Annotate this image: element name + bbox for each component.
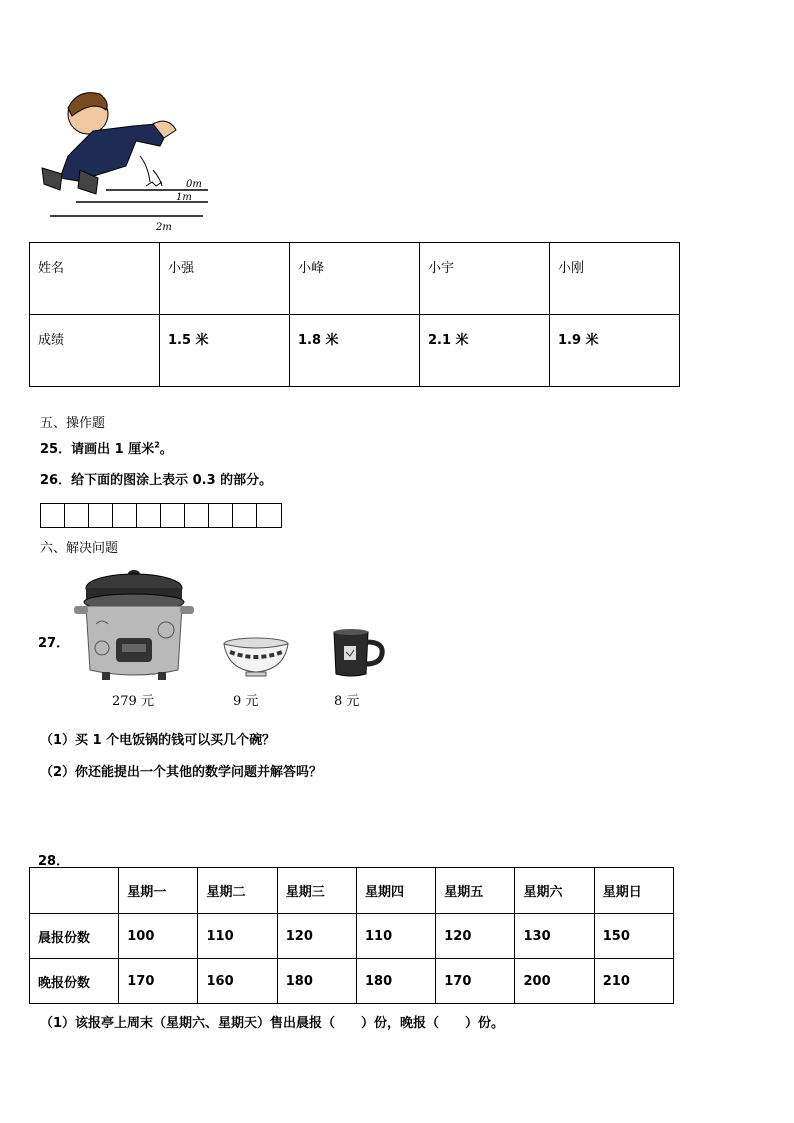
header-cell: 星期一 [119, 868, 198, 914]
score-cell: 1.9 米 [550, 315, 680, 387]
question-28-sub1: （1）该报亭上周末（星期六、星期天）售出晨报（ ）份，晚报（ ）份。 [40, 1016, 505, 1031]
long-jump-illustration [38, 86, 213, 236]
data-cell: 100 [119, 914, 198, 959]
data-cell: 110 [198, 914, 277, 959]
score-cell: 2.1 米 [420, 315, 550, 387]
question-27-number: 27． [38, 636, 70, 651]
question-27-sub2: （2）你还能提出一个其他的数学问题并解答吗？ [40, 765, 323, 780]
distance-mark-1m: 1m [176, 192, 192, 203]
strip-cell[interactable] [209, 504, 233, 527]
data-cell: 200 [515, 959, 594, 1004]
strip-cell[interactable] [65, 504, 89, 527]
header-cell: 小峰 [290, 243, 420, 315]
data-cell: 170 [119, 959, 198, 1004]
distance-mark-2m: 2m [156, 222, 172, 233]
table-row [30, 315, 680, 387]
q25-suffix: 。 [159, 442, 173, 457]
rice-cooker-image [72, 566, 196, 684]
question-26: 26．给下面的图涂上表示 0.3 的部分。 [40, 473, 273, 488]
score-table [29, 242, 680, 387]
strip-cell[interactable] [233, 504, 257, 527]
section5-title: 五、操作题 [40, 416, 106, 431]
header-cell: 星期日 [594, 868, 673, 914]
score-cell: 1.8 米 [290, 315, 420, 387]
data-cell: 150 [594, 914, 673, 959]
newspaper-table [29, 867, 674, 1004]
data-cell: 120 [436, 914, 515, 959]
header-cell [30, 868, 119, 914]
distance-mark-0m: 0m [186, 179, 202, 190]
data-cell: 130 [515, 914, 594, 959]
data-cell: 160 [198, 959, 277, 1004]
table-row [30, 914, 674, 959]
row-label-cell: 晚报份数 [30, 959, 119, 1004]
data-cell: 110 [356, 914, 435, 959]
ten-cell-strip[interactable] [40, 503, 282, 528]
bowl-price: 9 元 [233, 694, 259, 709]
header-cell: 星期二 [198, 868, 277, 914]
header-cell: 星期六 [515, 868, 594, 914]
q25-text: 25．请画出 1 厘米 [40, 442, 155, 457]
rice-cooker-price: 279 元 [112, 694, 154, 709]
data-cell: 120 [277, 914, 356, 959]
strip-cell[interactable] [185, 504, 209, 527]
header-cell: 星期五 [436, 868, 515, 914]
strip-cell[interactable] [257, 504, 281, 527]
header-cell: 小宇 [420, 243, 550, 315]
header-cell: 星期三 [277, 868, 356, 914]
section6-title: 六、解决问题 [40, 541, 119, 556]
header-cell: 姓名 [30, 243, 160, 315]
data-cell: 180 [277, 959, 356, 1004]
strip-cell[interactable] [113, 504, 137, 527]
strip-cell[interactable] [137, 504, 161, 527]
data-cell: 180 [356, 959, 435, 1004]
row-label-cell: 成绩 [30, 315, 160, 387]
q25-superscript: 2 [154, 440, 160, 450]
question-27-sub1: （1）买 1 个电饭锅的钱可以买几个碗？ [40, 733, 276, 748]
header-cell: 星期四 [356, 868, 435, 914]
question-25 [40, 438, 173, 457]
cup-image [330, 628, 386, 680]
table-row [30, 959, 674, 1004]
cup-price: 8 元 [334, 694, 360, 709]
table-row [30, 868, 674, 914]
header-cell: 小强 [160, 243, 290, 315]
question-28-number: 28． [38, 854, 70, 869]
row-label-cell: 晨报份数 [30, 914, 119, 959]
table-row [30, 243, 680, 315]
data-cell: 210 [594, 959, 673, 1004]
strip-cell[interactable] [41, 504, 65, 527]
strip-cell[interactable] [161, 504, 185, 527]
data-cell: 170 [436, 959, 515, 1004]
strip-cell[interactable] [89, 504, 113, 527]
header-cell: 小刚 [550, 243, 680, 315]
bowl-image [222, 636, 290, 678]
score-cell: 1.5 米 [160, 315, 290, 387]
